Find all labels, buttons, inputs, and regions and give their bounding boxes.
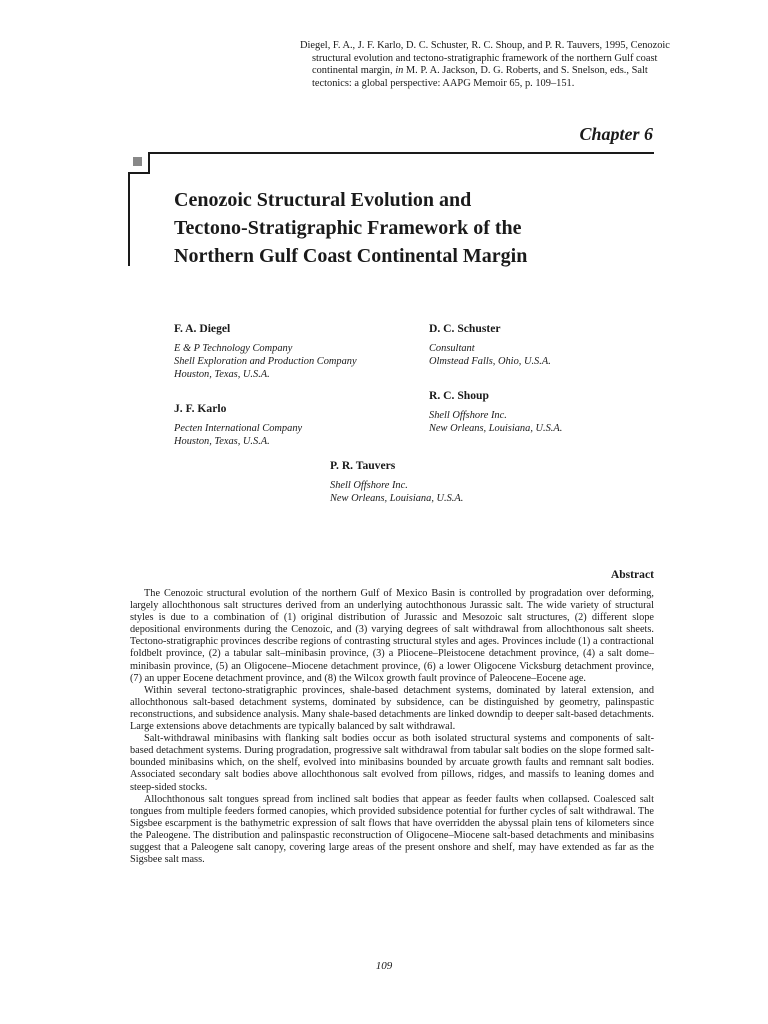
title-line-2: Tectono-Stratigraphic Framework of the xyxy=(174,217,522,239)
author-shoup xyxy=(429,389,562,435)
author-name: P. R. Tauvers xyxy=(330,459,396,472)
author-name: F. A. Diegel xyxy=(174,322,231,335)
citation-lead: Diegel, F. A., J. F. Karlo, D. C. Schuster, R. C. Shoup, and P. R. Tauvers, 1995, Cenozoic structural evolution and tectono-stratigraphic framework of the northern Gulf coast continental margin, xyxy=(300,40,670,77)
title-frame-rule-inner xyxy=(148,152,150,174)
author-name: J. F. Karlo xyxy=(174,402,227,415)
abstract-heading: Abstract xyxy=(610,568,654,581)
affiliation-line: Houston, Texas, U.S.A. xyxy=(174,436,270,447)
title-frame-rule-top xyxy=(148,152,654,154)
citation-rest: M. P. A. Jackson, D. G. Roberts, and S. Snelson, eds., Salt tectonics: a global perspective: AAPG Memoir 65, p. 109–151. xyxy=(312,65,648,89)
author-tauvers xyxy=(330,459,463,505)
affiliation-line: Shell Exploration and Production Company xyxy=(174,356,357,367)
author-affiliation xyxy=(174,422,302,448)
page-number: 109 xyxy=(375,960,393,972)
author-affiliation xyxy=(330,479,463,505)
abstract-paragraph: Allochthonous salt tongues spread from inclined salt bodies that appear as feeder faults when collapsed. Coalesced salt tongues from multiple feeders formed canopies, which provided subsidence potential for further cycles of salt withdrawal. The Sigsbee escarpment is the bathymetric expression of salt flows that have overridden the abyssal plain tens of kilometers since the Paleogene. The distribution and palinspastic reconstruction of Oligocene–Miocene salt-based detachments and minibasins suggest that a Paleogene salt canopy, covering large areas of the present onshore and shelf, may have extended as far as the Sigsbee salt mass. xyxy=(130,793,654,866)
chapter-label: Chapter 6 xyxy=(579,124,653,144)
affiliation-line: New Orleans, Louisiana, U.S.A. xyxy=(330,493,464,504)
affiliation-line: E & P Technology Company xyxy=(174,343,293,354)
title-frame-rule-left xyxy=(128,172,130,266)
affiliation-line: Olmstead Falls, Ohio, U.S.A. xyxy=(429,356,551,367)
title-frame-square-icon xyxy=(133,157,142,166)
author-diegel xyxy=(174,322,357,381)
affiliation-line: New Orleans, Louisiana, U.S.A. xyxy=(429,423,563,434)
author-affiliation xyxy=(429,409,562,435)
abstract-paragraph: Salt-withdrawal minibasins with flanking salt bodies occur as both isolated structural systems and components of salt-based detachment systems. During progradation, progressive salt withdrawal from tabular salt bodies on the slope formed salt-bounded minibasins which, on the shelf, evolved into minibasins bounded by arcuate growth faults and remnant salt bodies. Associated secondary salt bodies above allochthonous salt evolved from pillows, ridges, and massifs to leaning domes and steep-sided stocks. xyxy=(130,733,654,793)
title-line-3: Northern Gulf Coast Continental Margin xyxy=(174,245,528,267)
author-name: D. C. Schuster xyxy=(429,322,501,335)
author-karlo xyxy=(174,402,302,448)
author-name: R. C. Shoup xyxy=(429,389,489,402)
citation-in: in xyxy=(395,65,404,77)
chapter-title xyxy=(174,186,644,270)
abstract-paragraph: Within several tectono-stratigraphic provinces, shale-based detachment systems, dominated by lateral extension, and allochthonous salt-based detachment systems, dominated by subsidence, can be distinguished by geometry, palinspastic reconstructions, and subsidence analysis. Many shale-based detachments are linked downdip to deeper salt-based detachments. Large extensions above detachments are typically balanced by salt withdrawal. xyxy=(130,684,654,733)
author-schuster xyxy=(429,322,551,368)
citation xyxy=(300,40,680,90)
title-frame-rule-step xyxy=(128,172,150,174)
author-affiliation xyxy=(174,342,357,381)
affiliation-line: Shell Offshore Inc. xyxy=(429,410,507,421)
affiliation-line: Consultant xyxy=(429,343,475,354)
affiliation-line: Pecten International Company xyxy=(174,423,303,434)
title-line-1: Cenozoic Structural Evolution and xyxy=(174,189,472,211)
abstract-paragraph: The Cenozoic structural evolution of the northern Gulf of Mexico Basin is controlled by progradation over deforming, largely allochthonous salt structures derived from an underlying autochthonous Jurassic salt. The wide variety of structural styles is due to a combination of (1) original distribution of Jurassic and Mesozoic salt structures, (2) different slope depositional environments during the Cenozoic, and (3) varying degrees of salt withdrawal from allochthonous salt sheets. Tectono-stratigraphic provinces describe regions of contrasting structural styles and ages. Provinces include (1) a contractional foldbelt province, (2) a tabular salt–minibasin province, (3) a Pliocene–Pleistocene detachment province, (4) a salt dome–minibasin province, (5) an Oligocene–Miocene detachment province, (6) a lower Oligocene Vicksburg detachment province, (7) an upper Eocene detachment province, and (8) the Wilcox growth fault province of Paleocene–Eocene age. xyxy=(130,588,654,684)
affiliation-line: Shell Offshore Inc. xyxy=(330,480,408,491)
abstract-body xyxy=(130,588,654,866)
affiliation-line: Houston, Texas, U.S.A. xyxy=(174,369,270,380)
author-affiliation xyxy=(429,342,551,368)
